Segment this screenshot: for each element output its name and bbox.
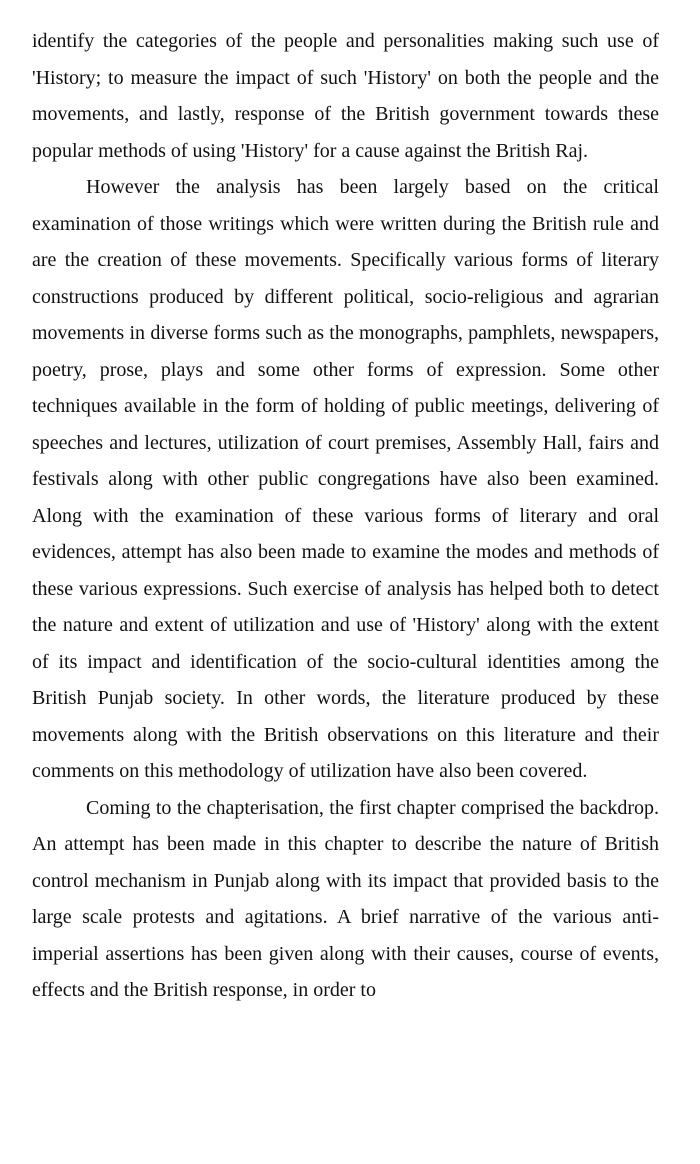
paragraph-continued: identify the categories of the people and personalities making such use of 'History; to measure the impact of such 'History' on both the people and the movements, and lastly, response of the British government towards these popular methods of using 'History' for a cause against the British Raj. xyxy=(32,30,659,162)
paragraph-analysis: However the analysis has been largely based on the critical examination of those writings which were written during the British rule and are the creation of these movements. Specifically various forms of literary constructions produced by different political, socio-religious and agrarian movements in diverse forms such as the monographs, pamphlets, newspapers, poetry, prose, plays and some other forms of expression. Some other techniques available in the form of holding of public meetings, delivering of speeches and lectures, utilization of court premises, Assembly Hall, fairs and festivals along with other public congregations have also been examined. Along with the examination of these various forms of literary and oral evidences, attempt has also been made to examine the modes and methods of these various expressions. Such exercise of analysis has helped both to detect the nature and extent of utilization and use of 'History' along with the extent of its impact and identification of the socio-cultural identities among the British Punjab society. In other words, the literature produced by these movements along with the British observations on this literature and their comments on this methodology of utilization have also been covered. xyxy=(32,176,659,782)
document-page xyxy=(32,23,659,1009)
paragraph-chapterisation: Coming to the chapterisation, the first chapter comprised the backdrop. An attempt has been made in this chapter to describe the nature of British control mechanism in Punjab along with its impact that provided basis to the large scale protests and agitations. A brief narrative of the various anti-imperial assertions has been given along with their causes, course of events, effects and the British response, in order to xyxy=(32,796,659,1001)
